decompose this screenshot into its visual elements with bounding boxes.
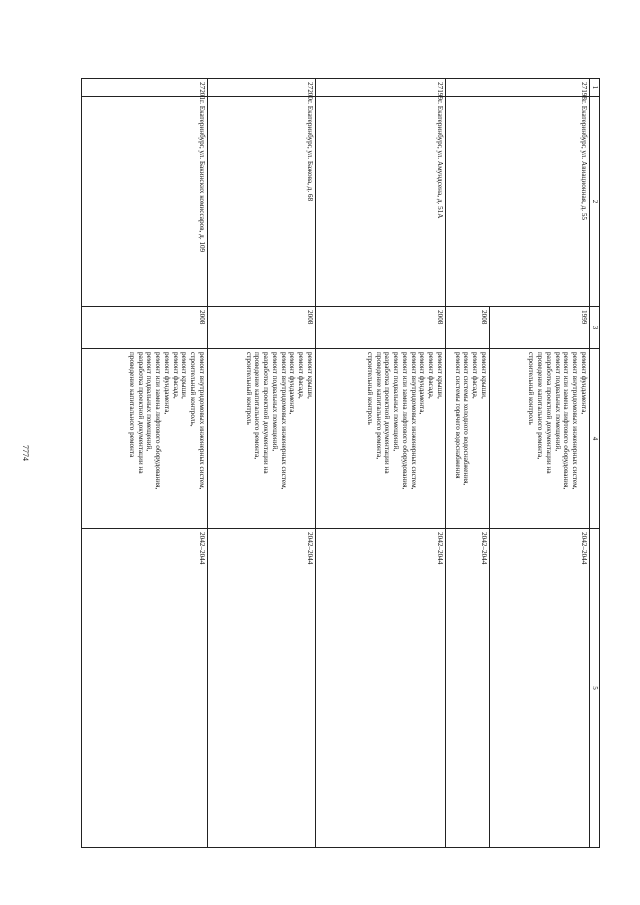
header-col-5: 5 bbox=[590, 529, 600, 848]
work-item: ремонт фундамента, bbox=[418, 352, 427, 415]
table-body bbox=[82, 79, 590, 848]
row-works bbox=[208, 349, 316, 529]
work-item: разработка проектной документации на bbox=[136, 352, 145, 474]
work-item: ремонт подвальных помещений, bbox=[392, 352, 401, 452]
work-item: ремонт фасада, bbox=[471, 352, 480, 399]
row-period: 2042–2044 bbox=[446, 529, 490, 848]
work-item: разработка проектной документации на bbox=[544, 352, 553, 474]
row-address: г. Екатеринбург, ул. Бажова, д. 68 bbox=[208, 97, 316, 307]
header-col-3: 3 bbox=[590, 307, 600, 349]
row-number: 27200. bbox=[208, 79, 316, 97]
work-item: строительный контроль bbox=[527, 352, 536, 425]
row-works bbox=[316, 349, 446, 529]
row-works bbox=[82, 349, 208, 529]
page-number: 7774 bbox=[21, 445, 30, 461]
capital-repair-table bbox=[81, 78, 600, 848]
row-works bbox=[446, 349, 490, 529]
capital-repair-table-wrapper bbox=[82, 78, 600, 848]
row-year: 2008 bbox=[82, 307, 208, 349]
row-number: 27198. bbox=[446, 79, 590, 97]
row-address: г. Екатеринбург, ул. Авиационная, д. 55 bbox=[446, 97, 590, 307]
work-item: проведение капитального ремонта bbox=[127, 352, 136, 458]
row-number: 27199. bbox=[316, 79, 446, 97]
row-address: г. Екатеринбург, ул. Амундсена, д. 51А bbox=[316, 97, 446, 307]
work-item: строительный контроль, bbox=[189, 352, 198, 427]
header-col-4: 4 bbox=[590, 349, 600, 529]
work-item: ремонт внутридомовых инженерных систем, bbox=[571, 352, 580, 490]
work-item: ремонт внутридомовых инженерных систем, bbox=[279, 352, 288, 490]
work-item: ремонт фасада, bbox=[171, 352, 180, 399]
row-period: 2042–2044 bbox=[490, 529, 590, 848]
work-item: проведение капитального ремонта, bbox=[536, 352, 545, 460]
work-item: ремонт крыши, bbox=[306, 352, 314, 399]
work-item: ремонт крыши, bbox=[180, 352, 189, 399]
work-item: ремонт фасада, bbox=[297, 352, 306, 399]
work-item: ремонт или замена лифтового оборудования, bbox=[154, 352, 163, 490]
row-number: 27201. bbox=[82, 79, 208, 97]
work-item: ремонт фундамента, bbox=[288, 352, 297, 415]
work-item: ремонт крыши, bbox=[480, 352, 488, 399]
row-year: 2008 bbox=[316, 307, 446, 349]
work-item: разработка проектной документации на bbox=[262, 352, 271, 474]
row-year: 2008 bbox=[446, 307, 490, 349]
work-item: ремонт подвальных помещений, bbox=[553, 352, 562, 452]
work-item: ремонт фундамента, bbox=[162, 352, 171, 415]
work-item: ремонт подвальных помещений, bbox=[270, 352, 279, 452]
work-item: строительный контроль bbox=[244, 352, 253, 425]
row-period: 2042–2044 bbox=[208, 529, 316, 848]
header-col-2: 2 bbox=[590, 97, 600, 307]
row-year: 2008 bbox=[208, 307, 316, 349]
work-item: ремонт системы горячего водоснабжения bbox=[453, 352, 462, 479]
work-item: проведение капитального ремонта, bbox=[253, 352, 262, 460]
row-works bbox=[490, 349, 590, 529]
work-item: ремонт внутридомовых инженерных систем, bbox=[409, 352, 418, 490]
work-item: ремонт системы холодного водоснабжения, bbox=[462, 352, 471, 486]
header-col-1: 1 bbox=[590, 79, 600, 97]
work-item: строительный контроль bbox=[365, 352, 374, 425]
work-item: ремонт фундамента, bbox=[580, 352, 588, 415]
work-item: ремонт крыши, bbox=[436, 352, 444, 399]
table-row bbox=[316, 79, 446, 848]
row-period: 2042–2044 bbox=[82, 529, 208, 848]
work-item: разработка проектной документации на bbox=[383, 352, 392, 474]
work-item: проведение капитального ремонта, bbox=[374, 352, 383, 460]
work-item: ремонт или замена лифтового оборудования, bbox=[400, 352, 409, 490]
row-address: г. Екатеринбург, ул. Бакинских комиссаров, д. 109 bbox=[82, 97, 208, 307]
table-row bbox=[82, 79, 208, 848]
work-item: ремонт или замена лифтового оборудования, bbox=[562, 352, 571, 490]
table-row bbox=[208, 79, 316, 848]
work-item: ремонт внутридомовых инженерных систем, bbox=[198, 352, 206, 490]
row-period: 2042–2044 bbox=[316, 529, 446, 848]
table-row bbox=[490, 79, 590, 848]
header-row bbox=[590, 79, 600, 848]
work-item: ремонт фасада, bbox=[427, 352, 436, 399]
work-item: ремонт подвальных помещений, bbox=[145, 352, 154, 452]
row-year: 1999 bbox=[490, 307, 590, 349]
